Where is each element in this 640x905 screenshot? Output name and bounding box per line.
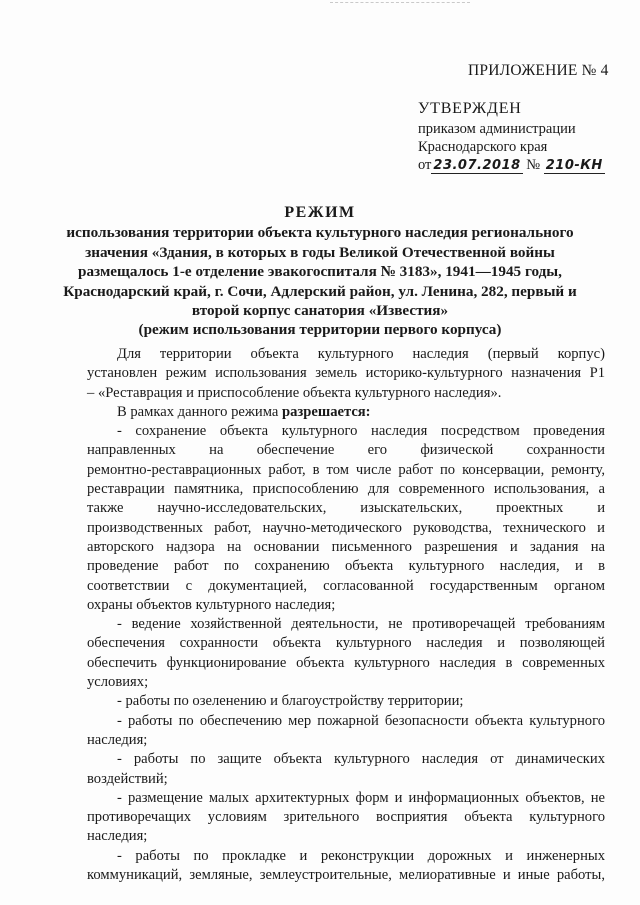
approval-date: 23.07.2018 [433, 158, 521, 173]
body-line: - работы по обеспечению мер пожарной безопасности объекта культурного [117, 712, 605, 729]
body-line: обеспечения сохранности объекта культурного наследия и позволяющей [87, 635, 605, 652]
body-line: обеспечить функционирование объекта культурного наследия в современных [87, 654, 605, 671]
title-main: РЕЖИМ [284, 204, 356, 221]
body-line: реставрации памятника, приспособлению для современного использования, а [87, 481, 605, 498]
title-line: Краснодарский край, г. Сочи, Адлерский район, ул. Ленина, 282, первый и [63, 282, 577, 300]
approval-number: 210-КН [545, 158, 603, 173]
body-line: установлен режим использования земель историко-культурного назначения Р1 [87, 365, 605, 382]
approval-from-label: от [418, 157, 432, 173]
body-line: наследия; [87, 828, 148, 845]
body-line: направленных на обеспечение его физической сохранности [87, 442, 605, 459]
title-line: использования территории объекта культурного наследия регионального [66, 224, 574, 242]
document-title [60, 203, 580, 340]
body-line: условиях; [87, 674, 149, 691]
body-line: - работы по озеленению и благоустройству территории; [117, 693, 464, 710]
appendix-number: ПРИЛОЖЕНИЕ № 4 [468, 62, 609, 79]
approval-number-label: № [526, 157, 541, 173]
body-line: - работы по прокладке и реконструкции дорожных и инженерных [117, 847, 605, 864]
body-line: наследия; [87, 731, 148, 748]
title-line: второй корпус санатория «Известия» [191, 302, 449, 320]
body-line: также научно-исследовательских, изыскательских, проектных и [87, 500, 605, 517]
approval-block [418, 100, 628, 175]
body-line: - работы по защите объекта культурного наследия от динамических [117, 751, 605, 768]
title-line: (режим использования территории первого корпуса) [138, 321, 502, 339]
title-line: размещалось 1-е отделение эвакогоспиталя № 3183», 1941—1945 годы, [78, 263, 562, 281]
body-line: Для территории объекта культурного наследия (первый корпус) [117, 346, 605, 362]
body-line: проведение работ по сохранению объекта культурного наследия, и в [87, 558, 605, 575]
body-line: ремонтно-реставрационных работ, в том числе работ по консервации, ремонту, [87, 461, 605, 478]
regime-allowed-label: разрешается: [282, 403, 371, 420]
body-line: соответствии с документацией, согласованной государственным органом [87, 577, 605, 594]
title-line: значения «Здания, в которых в годы Великой Отечественной войны [85, 243, 555, 261]
scan-edge-mark [330, 2, 470, 3]
approval-date-line [418, 156, 628, 175]
body-line: воздействий; [87, 770, 168, 787]
body-line [87, 403, 605, 422]
approval-title: УТВЕРЖДЕН [418, 100, 522, 117]
body-line: коммуникаций, земляные, землеустроительные, мелиоративные и иные работы, [87, 867, 605, 884]
document-body [87, 345, 605, 885]
body-line: - размещение малых архитектурных форм и информационных объектов, не [117, 789, 605, 806]
body-line: охраны объектов культурного наследия; [87, 596, 336, 613]
approval-line-2: Краснодарского края [418, 139, 548, 155]
body-line: - сохранение объекта культурного наследия посредством проведения [117, 423, 605, 440]
body-line: авторского надзора на основании письменного разрешения и задания на [87, 538, 605, 555]
regime-intro: В рамках данного режима [117, 403, 282, 420]
body-line: противоречащих условиям зрительного восприятия объекта культурного [87, 809, 605, 826]
approval-line-1: приказом администрации [418, 121, 576, 137]
body-line: производственных работ, научно-методического руководства, технического и [87, 519, 605, 536]
body-line: - ведение хозяйственной деятельности, не противоречащей требованиям [117, 616, 605, 633]
body-line: – «Реставрация и приспособление объекта культурного наследия». [87, 384, 502, 401]
